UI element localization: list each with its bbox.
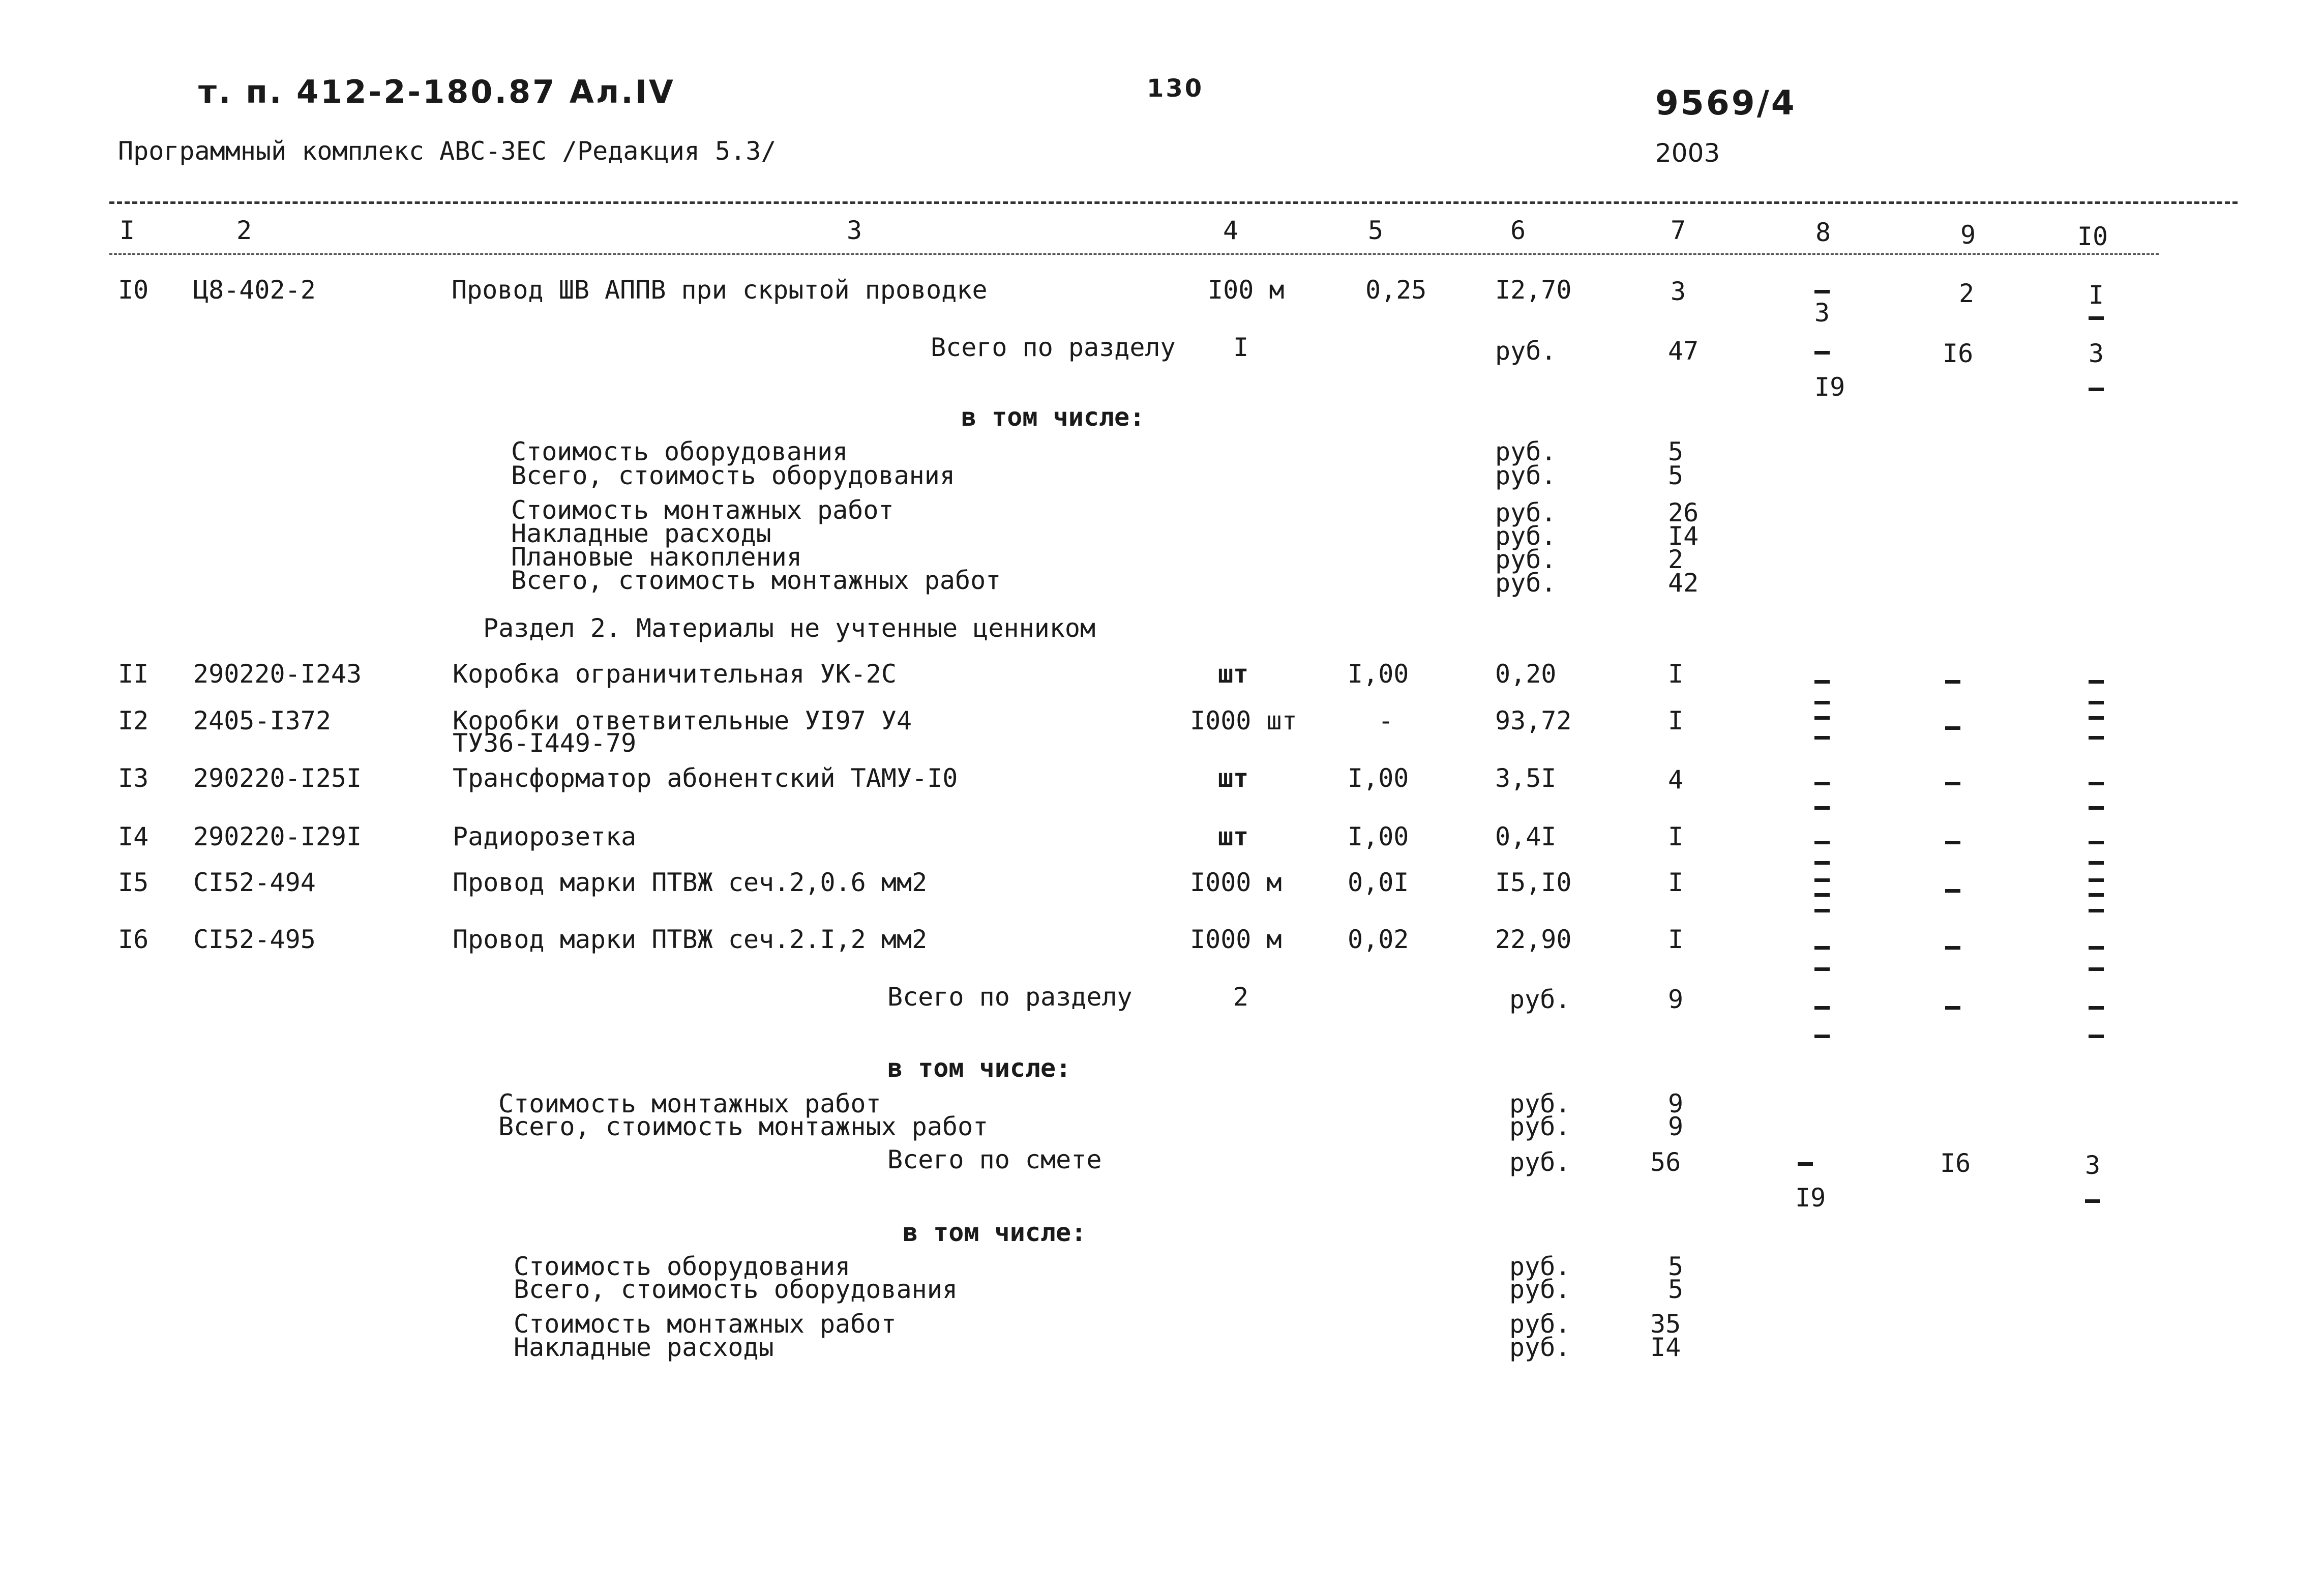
- dash-mark: [1814, 782, 1830, 785]
- dash-mark: [2089, 1006, 2104, 1010]
- dash-mark: [2089, 806, 2104, 810]
- row-name-line-2: ТУ36-I449-79: [453, 728, 637, 758]
- row-name: Коробки ответвительные УI97 У4: [453, 706, 912, 735]
- row-name: Провод ШВ АППВ при скрытой проводке: [452, 275, 988, 305]
- total-section-number: I: [1233, 333, 1249, 362]
- breakdown-name: Всего, стоимость оборудования: [511, 461, 955, 490]
- breakdown-name: Накладные расходы: [511, 519, 771, 548]
- breakdown-name: Плановые накопления: [511, 542, 802, 572]
- dash-mark: [2089, 841, 2104, 844]
- breakdown-unit: руб.: [1509, 1333, 1571, 1362]
- total-col8: I9: [1814, 372, 1845, 402]
- dash-mark: [1814, 736, 1830, 740]
- total-label: Всего по смете: [887, 1145, 1102, 1174]
- breakdown-name: Стоимость монтажных работ: [511, 495, 894, 525]
- breakdown-value: 9: [1668, 1089, 1684, 1118]
- row-code: CI52-494: [193, 868, 316, 897]
- breakdown-name: Стоимость монтажных работ: [498, 1089, 881, 1118]
- row-col7: I: [1668, 925, 1684, 954]
- row-qty: 0,02: [1348, 925, 1409, 954]
- row-number: I5: [118, 868, 149, 897]
- dash-mark: [1945, 946, 1960, 950]
- row-col7: I: [1668, 706, 1684, 735]
- breakdown-value: 9: [1668, 1112, 1684, 1141]
- row-name: Радиорозетка: [453, 822, 637, 851]
- row-number: I0: [118, 275, 149, 305]
- page-number: 130: [1147, 74, 1204, 103]
- dash-mark: [2089, 716, 2104, 720]
- row-code: 290220-I243: [193, 659, 362, 689]
- breakdown-unit: руб.: [1495, 437, 1557, 466]
- row-name: Провод марки ПТВЖ сеч.2,0.6 мм2: [453, 868, 928, 897]
- dash-mark: [2089, 1035, 2104, 1038]
- dash-mark: [1814, 806, 1830, 810]
- dash-mark: [2089, 861, 2104, 865]
- row-price: I2,70: [1495, 275, 1572, 305]
- breakdown-unit: руб.: [1495, 461, 1557, 490]
- breakdown-label: в том числе:: [961, 402, 1145, 432]
- row-col7: 3: [1671, 277, 1686, 306]
- row-code: 290220-I29I: [193, 822, 362, 851]
- breakdown-value: 5: [1668, 461, 1684, 490]
- total-label: Всего по разделу: [931, 333, 1176, 362]
- row-number: I2: [118, 706, 149, 735]
- breakdown-value: 42: [1668, 568, 1699, 598]
- dash-mark: [1945, 782, 1960, 785]
- document-stamp: т. п. 412-2-180.87 Ал.IV: [198, 73, 675, 110]
- row-col7: 4: [1668, 765, 1684, 794]
- row-name: Коробка ограничительная УК-2С: [453, 659, 897, 689]
- breakdown-unit: руб.: [1509, 1309, 1571, 1339]
- breakdown-name: Всего, стоимость оборудования: [514, 1275, 958, 1304]
- col-header-8: 8: [1815, 218, 1831, 247]
- dash-mark: [1814, 967, 1830, 971]
- col-header-4: 4: [1223, 216, 1239, 245]
- row-unit: I00 м: [1208, 275, 1285, 305]
- row-qty: -: [1378, 706, 1394, 735]
- dash-mark: [2089, 893, 2104, 897]
- program-title: Программный комплекс АВС-3ЕС /Редакция 5.3/: [118, 136, 777, 166]
- col-header-9: 9: [1960, 220, 1976, 250]
- dash-mark: [1945, 726, 1960, 730]
- row-name: Провод марки ПТВЖ сеч.2.I,2 мм2: [453, 925, 928, 954]
- dash-mark: [1814, 701, 1830, 704]
- row-qty: I,00: [1348, 822, 1409, 851]
- dash-mark: [1814, 351, 1830, 355]
- total-unit: руб.: [1495, 336, 1557, 366]
- row-number: I6: [118, 925, 149, 954]
- total-unit: руб.: [1509, 985, 1571, 1014]
- breakdown-name: Всего, стоимость монтажных работ: [511, 566, 1001, 595]
- row-code: Ц8-402-2: [193, 275, 316, 305]
- col-header-1: I: [119, 216, 135, 245]
- breakdown-name: Всего, стоимость монтажных работ: [498, 1112, 989, 1141]
- row-qty: I,00: [1348, 763, 1409, 793]
- dash-mark: [1945, 680, 1960, 684]
- breakdown-value: 5: [1668, 1252, 1684, 1281]
- dash-mark: [2089, 878, 2104, 882]
- dash-mark: [1814, 716, 1830, 720]
- dash-mark: [2089, 388, 2104, 391]
- dash-mark: [1814, 946, 1830, 950]
- dash-mark: [2089, 946, 2104, 950]
- breakdown-name: Стоимость оборудования: [514, 1252, 851, 1281]
- col-header-6: 6: [1510, 216, 1526, 245]
- row-number: II: [118, 659, 149, 689]
- row-price: 93,72: [1495, 706, 1572, 735]
- total-section-number: 2: [1233, 982, 1249, 1012]
- row-col8: 3: [1814, 298, 1830, 328]
- total-label: Всего по разделу: [887, 982, 1133, 1012]
- dash-mark: [2089, 909, 2104, 912]
- breakdown-name: Стоимость монтажных работ: [514, 1309, 897, 1339]
- breakdown-label: в том числе:: [887, 1053, 1071, 1083]
- breakdown-value: I4: [1650, 1333, 1681, 1362]
- table-header-rule: [109, 253, 2159, 255]
- row-price: 0,20: [1495, 659, 1557, 689]
- section-2-title: Раздел 2. Материалы не учтенные ценником: [483, 613, 1096, 643]
- dash-mark: [2085, 1199, 2100, 1203]
- row-unit: шт: [1218, 822, 1249, 851]
- dash-mark: [2089, 316, 2104, 320]
- dash-mark: [2089, 680, 2104, 684]
- dash-mark: [1814, 841, 1830, 844]
- col-header-3: 3: [846, 216, 862, 245]
- dash-mark: [1814, 893, 1830, 897]
- dash-mark: [1814, 909, 1830, 912]
- row-unit: шт: [1218, 763, 1249, 793]
- row-price: 22,90: [1495, 925, 1572, 954]
- breakdown-name: Стоимость оборудования: [511, 437, 848, 466]
- row-code: 290220-I25I: [193, 763, 362, 793]
- total-col7: 56: [1650, 1147, 1681, 1177]
- breakdown-value: 5: [1668, 1275, 1684, 1304]
- total-col9: I6: [1940, 1148, 1971, 1178]
- row-col9: 2: [1959, 279, 1975, 308]
- row-price: I5,I0: [1495, 868, 1572, 897]
- breakdown-value: 26: [1668, 498, 1699, 527]
- total-col8: I9: [1795, 1183, 1826, 1213]
- dash-mark: [2089, 967, 2104, 971]
- dash-mark: [1814, 680, 1830, 684]
- row-price: 0,4I: [1495, 822, 1557, 851]
- row-code: 2405-I372: [193, 706, 331, 735]
- breakdown-unit: руб.: [1495, 568, 1557, 598]
- table-top-rule: [109, 201, 2238, 204]
- inventory-number: 9569/4: [1655, 83, 1797, 123]
- dash-mark: [1814, 1035, 1830, 1038]
- row-qty: 0,25: [1365, 275, 1427, 305]
- col-header-10: I0: [2077, 222, 2108, 251]
- dash-mark: [1814, 1006, 1830, 1010]
- breakdown-unit: руб.: [1495, 545, 1557, 574]
- row-col10: I: [2089, 280, 2104, 310]
- breakdown-unit: руб.: [1509, 1112, 1571, 1141]
- row-name: Трансформатор абонентский ТАМУ-I0: [453, 763, 958, 793]
- total-col7: 47: [1668, 336, 1699, 366]
- row-qty: I,00: [1348, 659, 1409, 689]
- row-col7: I: [1668, 868, 1684, 897]
- row-unit: I000 м: [1190, 868, 1282, 897]
- breakdown-label: в том числе:: [903, 1218, 1087, 1247]
- breakdown-value: 35: [1650, 1309, 1681, 1339]
- year: 2003: [1655, 138, 1720, 168]
- row-unit: I000 м: [1190, 925, 1282, 954]
- row-number: I3: [118, 763, 149, 793]
- row-unit: I000 шт: [1190, 706, 1297, 735]
- dash-mark: [1945, 889, 1960, 893]
- total-col7: 9: [1668, 985, 1684, 1014]
- row-unit: шт: [1218, 659, 1249, 689]
- total-col9: I6: [1943, 339, 1974, 368]
- breakdown-unit: руб.: [1495, 521, 1557, 551]
- row-number: I4: [118, 822, 149, 851]
- total-unit: руб.: [1509, 1147, 1571, 1177]
- breakdown-value: I4: [1668, 521, 1699, 551]
- dash-mark: [1945, 841, 1960, 844]
- row-code: CI52-495: [193, 925, 316, 954]
- breakdown-value: 5: [1668, 437, 1684, 466]
- total-col10: 3: [2089, 339, 2104, 368]
- breakdown-unit: руб.: [1495, 498, 1557, 527]
- dash-mark: [1814, 861, 1830, 865]
- dash-mark: [1814, 878, 1830, 882]
- dash-mark: [1814, 290, 1830, 293]
- dash-mark: [2089, 701, 2104, 704]
- dash-mark: [1945, 1006, 1960, 1010]
- dash-mark: [2089, 736, 2104, 740]
- breakdown-value: 2: [1668, 545, 1684, 574]
- dash-mark: [1798, 1162, 1813, 1166]
- row-qty: 0,0I: [1348, 868, 1409, 897]
- col-header-2: 2: [236, 216, 252, 245]
- breakdown-name: Накладные расходы: [514, 1333, 774, 1362]
- col-header-5: 5: [1367, 216, 1384, 245]
- breakdown-unit: руб.: [1509, 1275, 1571, 1304]
- row-col7: I: [1668, 822, 1684, 851]
- col-header-7: 7: [1670, 216, 1686, 245]
- total-col10: 3: [2085, 1151, 2101, 1180]
- breakdown-unit: руб.: [1509, 1252, 1571, 1281]
- breakdown-unit: руб.: [1509, 1089, 1571, 1118]
- row-col7: I: [1668, 659, 1684, 689]
- row-price: 3,5I: [1495, 763, 1557, 793]
- dash-mark: [2089, 782, 2104, 785]
